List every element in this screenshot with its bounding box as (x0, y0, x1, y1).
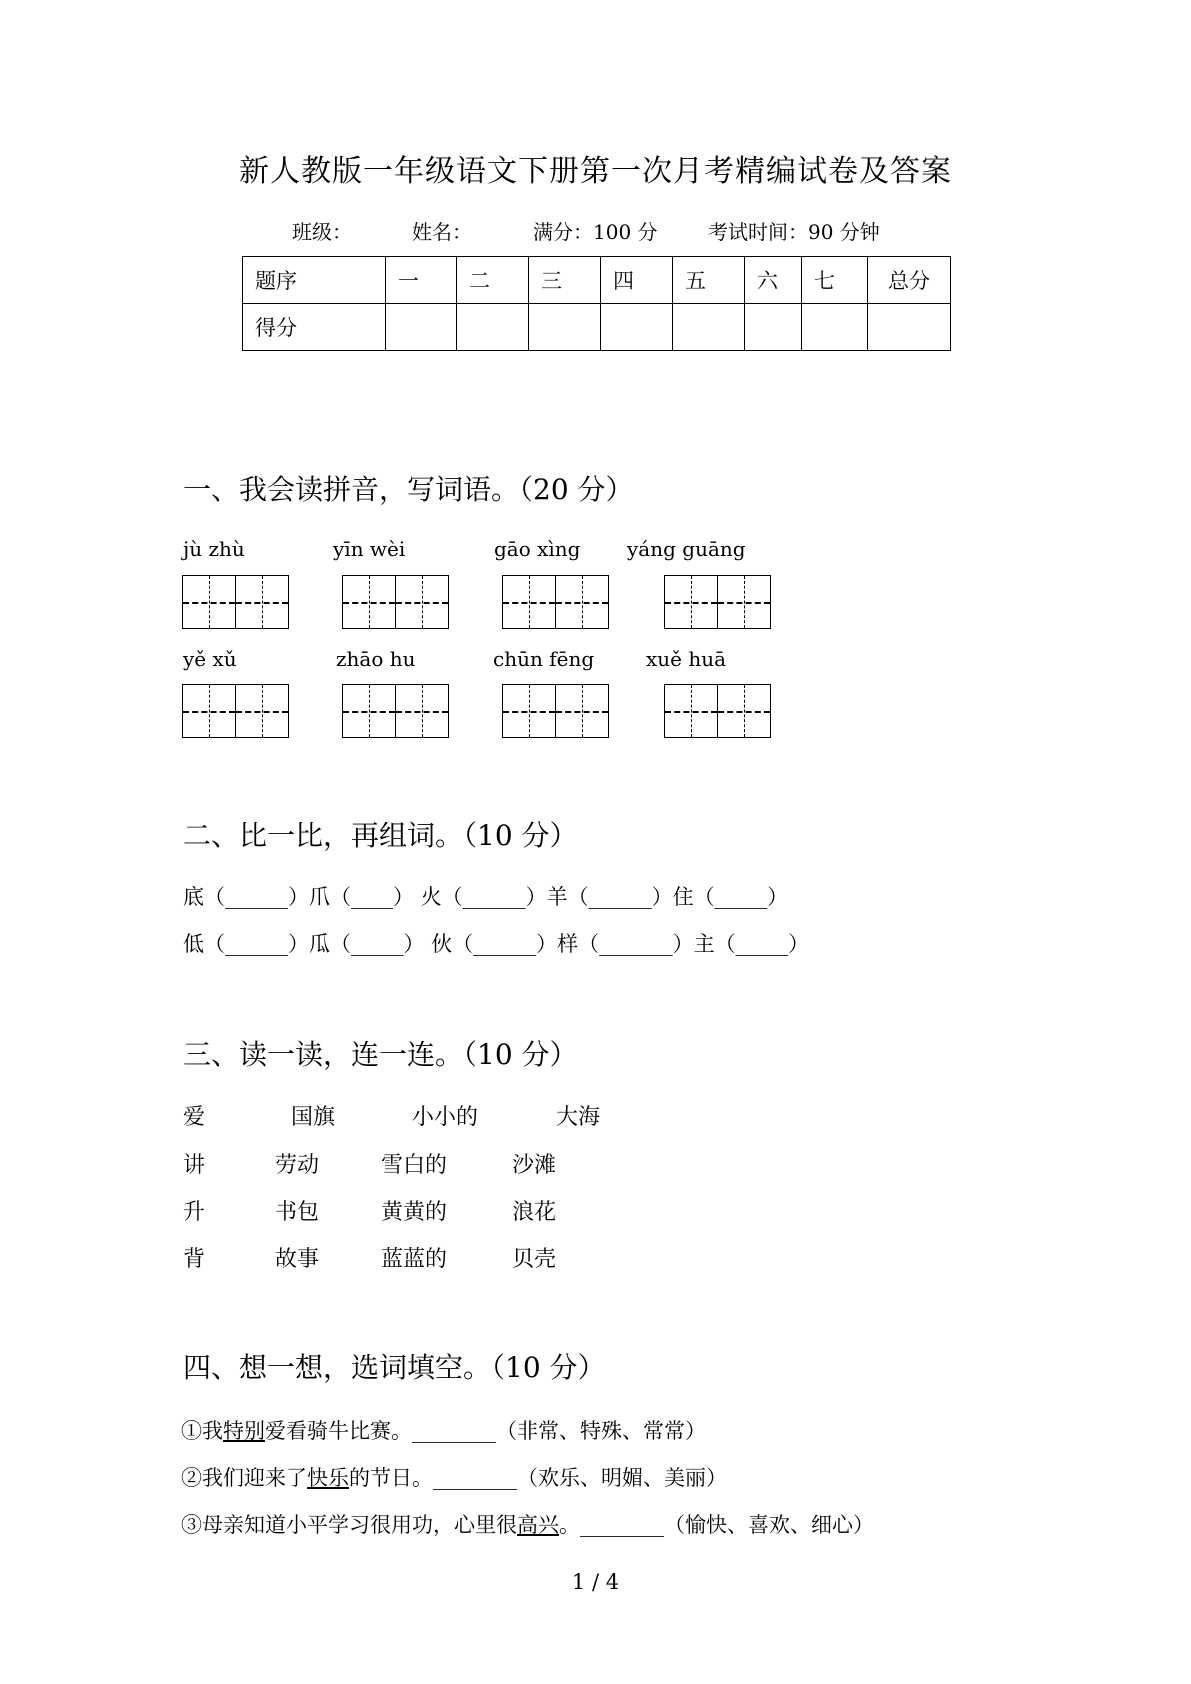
writing-box-group (182, 575, 287, 629)
pinyin-label: chūn fēng (493, 647, 595, 671)
writing-box[interactable] (664, 684, 718, 738)
writing-box-group (502, 575, 607, 629)
writing-box[interactable] (182, 575, 236, 629)
writing-box[interactable] (717, 684, 771, 738)
underlined-word: 特别 (223, 1419, 265, 1443)
match-word[interactable]: 沙滩 (512, 1153, 557, 1178)
match-word[interactable]: 爱 (183, 1105, 206, 1130)
writing-box[interactable] (555, 684, 609, 738)
question-text: 爱看骑牛比赛。________（非常、特殊、常常） (265, 1419, 706, 1443)
section-3-title: 三、读一读，连一连。（10 分） (183, 1038, 578, 1071)
match-word[interactable]: 书包 (275, 1200, 320, 1225)
score-cell[interactable] (601, 304, 673, 351)
score-cell[interactable] (802, 304, 868, 351)
table-header-cell: 一 (386, 257, 457, 304)
table-header-cell: 总分 (868, 257, 951, 304)
section-2-title: 二、比一比，再组词。（10 分） (183, 819, 578, 852)
table-header-cell: 二 (457, 257, 529, 304)
match-word[interactable]: 黄黄的 (381, 1200, 448, 1225)
writing-box[interactable] (235, 684, 289, 738)
page-title: 新人教版一年级语文下册第一次月考精编试卷及答案 (239, 154, 952, 189)
writing-box[interactable] (502, 684, 556, 738)
writing-box-group (182, 684, 287, 738)
writing-box-group (342, 575, 447, 629)
page-number: 1 / 4 (571, 1570, 620, 1594)
match-word[interactable]: 劳动 (275, 1153, 320, 1178)
pinyin-label: xuě huā (646, 647, 727, 671)
match-word[interactable]: 背 (183, 1247, 206, 1272)
table-header-cell: 五 (673, 257, 745, 304)
underlined-word: 高兴 (517, 1513, 559, 1537)
table-header-cell: 四 (601, 257, 673, 304)
writing-box[interactable] (182, 684, 236, 738)
writing-box[interactable] (342, 575, 396, 629)
exam-time-label: 考试时间：90 分钟 (708, 220, 880, 244)
writing-box-group (342, 684, 447, 738)
score-cell[interactable] (457, 304, 529, 351)
pinyin-label: zhāo hu (336, 647, 416, 671)
score-cell[interactable] (386, 304, 457, 351)
score-cell[interactable] (745, 304, 802, 351)
pinyin-label: yáng guāng (627, 537, 746, 561)
writing-box[interactable] (395, 575, 449, 629)
score-table (242, 256, 951, 351)
match-word[interactable]: 小小的 (412, 1105, 479, 1130)
table-header-cell: 六 (745, 257, 802, 304)
match-word[interactable]: 讲 (183, 1153, 206, 1178)
compare-row-2: 低（______）瓜（_____） 伙（______）样（_______）主（_____） (183, 932, 810, 956)
question-text: ②我们迎来了 (181, 1466, 307, 1490)
table-row-label: 得分 (243, 304, 386, 351)
writing-box[interactable] (395, 684, 449, 738)
writing-box-group (502, 684, 607, 738)
writing-box[interactable] (664, 575, 718, 629)
full-score-label: 满分：100 分 (533, 220, 658, 244)
writing-box-group (664, 575, 769, 629)
table-header-cell: 三 (529, 257, 601, 304)
match-word[interactable]: 蓝蓝的 (381, 1247, 448, 1272)
compare-row-1: 底（______）爪（____） 火（______）羊（______）住（_____） (183, 885, 789, 909)
writing-box[interactable] (502, 575, 556, 629)
pinyin-label: yě xǔ (183, 647, 237, 671)
pinyin-label: jù zhù (183, 537, 245, 561)
match-word[interactable]: 故事 (275, 1247, 320, 1272)
section-4-title: 四、想一想，选词填空。（10 分） (183, 1351, 606, 1384)
score-table-header-row (243, 257, 951, 304)
fill-question-2 (181, 1462, 727, 1492)
writing-box[interactable] (342, 684, 396, 738)
underlined-word: 快乐 (307, 1466, 349, 1490)
match-word[interactable]: 升 (183, 1200, 206, 1225)
writing-box[interactable] (235, 575, 289, 629)
writing-box[interactable] (717, 575, 771, 629)
score-cell[interactable] (868, 304, 951, 351)
question-text: 。________（愉快、喜欢、细心） (559, 1513, 874, 1537)
score-table-score-row (243, 304, 951, 351)
table-header-cell: 题序 (243, 257, 386, 304)
score-cell[interactable] (529, 304, 601, 351)
match-word[interactable]: 大海 (556, 1105, 601, 1130)
writing-box[interactable] (555, 575, 609, 629)
match-word[interactable]: 国旗 (291, 1105, 336, 1130)
class-label: 班级： (292, 220, 352, 244)
pinyin-label: gāo xìng (494, 537, 581, 561)
writing-box-group (664, 684, 769, 738)
section-1-title: 一、我会读拼音，写词语。（20 分） (183, 473, 634, 506)
question-text: 的节日。________（欢乐、明媚、美丽） (349, 1466, 727, 1490)
pinyin-label: yīn wèi (333, 537, 406, 561)
name-label: 姓名： (412, 220, 472, 244)
question-text: ③母亲知道小平学习很用功，心里很 (181, 1513, 517, 1537)
fill-question-3 (181, 1509, 874, 1539)
score-cell[interactable] (673, 304, 745, 351)
question-text: ①我 (181, 1419, 223, 1443)
fill-question-1 (181, 1415, 706, 1445)
match-word[interactable]: 雪白的 (381, 1153, 448, 1178)
table-header-cell: 七 (802, 257, 868, 304)
match-word[interactable]: 贝壳 (512, 1247, 557, 1272)
match-word[interactable]: 浪花 (512, 1200, 557, 1225)
